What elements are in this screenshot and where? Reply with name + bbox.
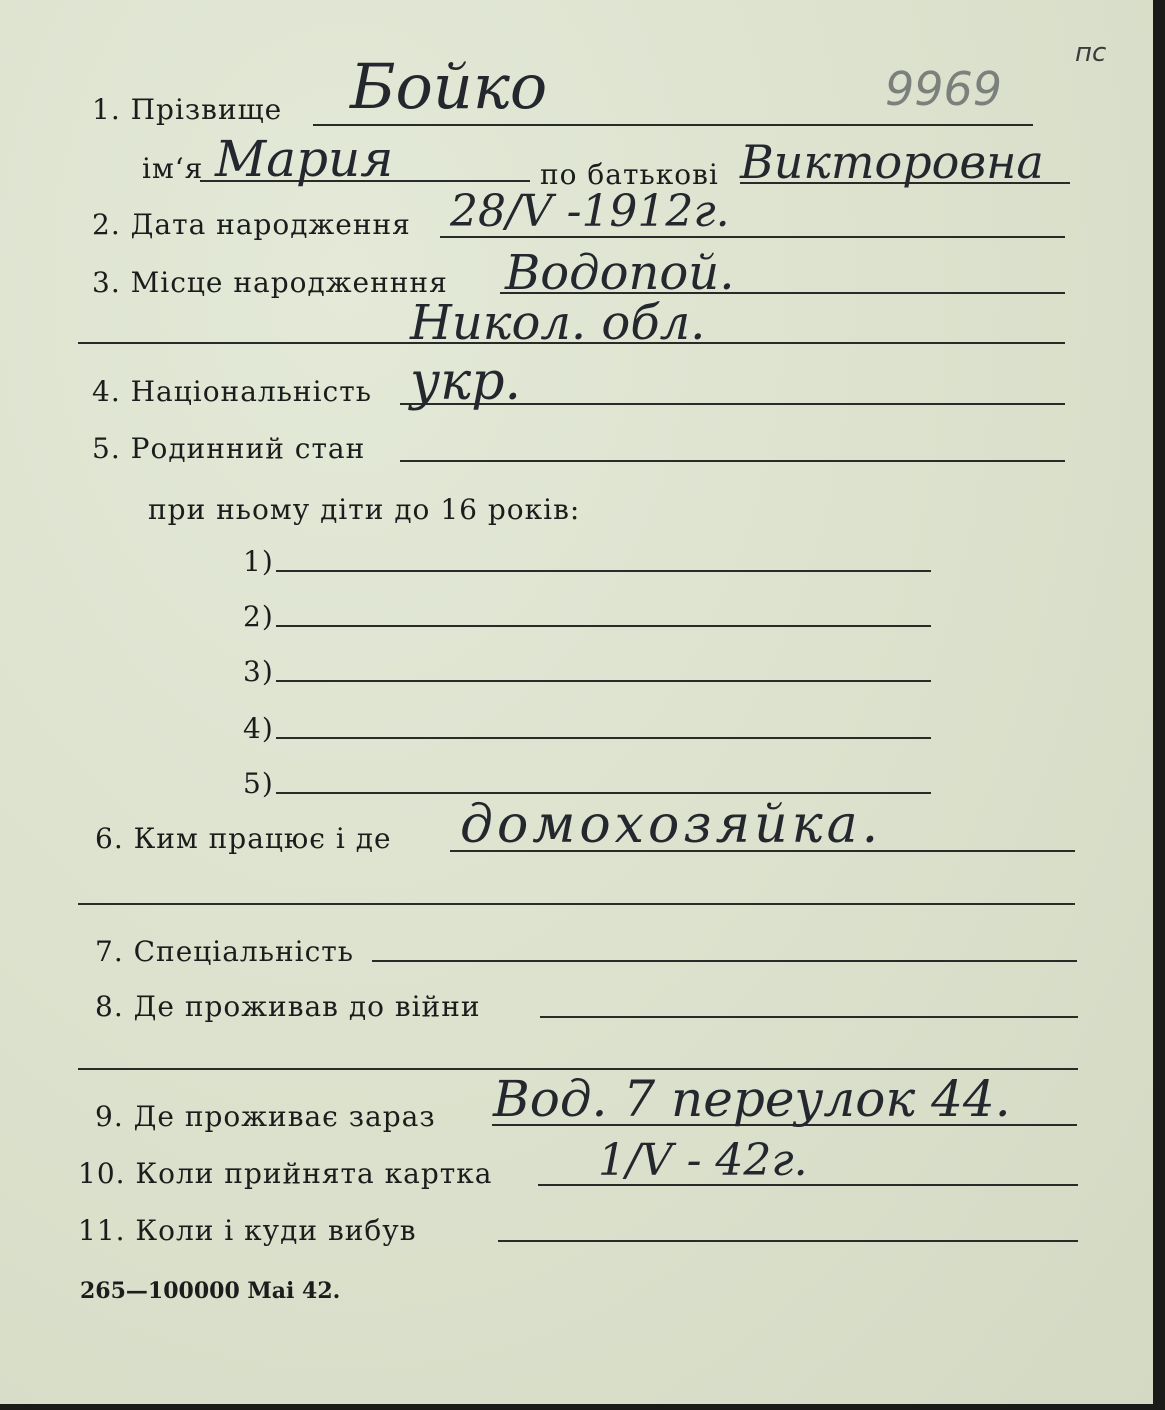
accepted-value: 1/𝑉 - 42г. [598, 1135, 808, 1186]
child-3-line [276, 680, 931, 682]
patronymic-value: Викторовна [740, 135, 1044, 189]
registry-number: 9969 [885, 62, 1003, 116]
birthplace-value-2: Никол. обл. [410, 295, 706, 351]
work-label: 6. Ким працює і де [95, 822, 392, 855]
left-line [498, 1240, 1078, 1242]
surname-label: 1. Прізвище [92, 93, 283, 126]
child-5-line [276, 792, 931, 794]
birthdate-value: 28/𝑉 -1912г. [450, 186, 730, 237]
birthplace-label: 3. Місце народженння [92, 266, 448, 299]
left-label: 11. Коли і куди вибув [78, 1214, 417, 1247]
child-2-label: 2) [243, 600, 274, 633]
child-4-line [276, 737, 931, 739]
child-2-line [276, 625, 931, 627]
child-1-line [276, 570, 931, 572]
work-value: домохозяйка. [460, 795, 883, 855]
registry-suffix: пс [1075, 38, 1107, 68]
surname-line [313, 124, 1033, 126]
birthdate-label: 2. Дата народження [92, 208, 411, 241]
prewar-label: 8. Де проживав до війни [95, 990, 481, 1023]
child-1-label: 1) [243, 545, 274, 578]
nationality-value: укр. [410, 352, 522, 412]
birthplace-value-1: Водопой. [505, 245, 735, 301]
child-3-label: 3) [243, 655, 274, 688]
current-label: 9. Де проживає зараз [95, 1100, 436, 1133]
prewar-line [540, 1016, 1078, 1018]
name-value: Мария [215, 130, 394, 188]
specialty-line [372, 960, 1077, 962]
children-label: при ньому діти до 16 років: [148, 493, 581, 526]
name-label: ім‘я [142, 152, 204, 185]
patronymic-label: по батькові [540, 158, 719, 191]
accepted-label: 10. Коли прийнята картка [78, 1157, 493, 1190]
child-5-label: 5) [243, 767, 274, 800]
current-value: Вод. 7 переулок 44. [493, 1070, 1011, 1128]
print-run-footer: 265—100000 Mai 42. [80, 1278, 341, 1304]
family-line [400, 460, 1065, 462]
family-label: 5. Родинний стан [92, 432, 366, 465]
child-4-label: 4) [243, 712, 274, 745]
work-line-2 [78, 903, 1075, 905]
specialty-label: 7. Спеціальність [95, 935, 354, 968]
nationality-label: 4. Національність [92, 375, 372, 408]
surname-value: Бойко [350, 50, 548, 123]
